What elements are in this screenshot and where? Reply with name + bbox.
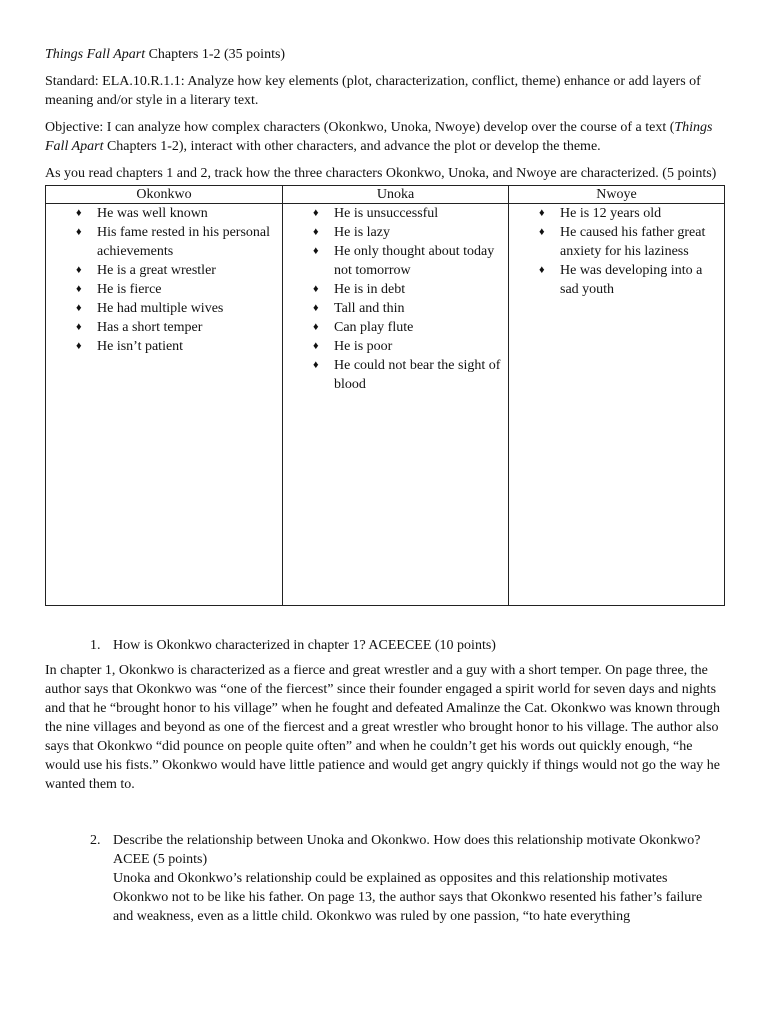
list-item <box>283 204 508 223</box>
question-2-text: Describe the relationship between Unoka and Okonkwo. How does this relationship motivate Okonkwo? ACEE (5 points) <box>113 833 701 867</box>
list-item <box>46 280 282 299</box>
diamond-bullet-icon: ♦ <box>313 226 319 238</box>
diamond-bullet-icon: ♦ <box>539 264 545 276</box>
nwoye-list <box>509 204 724 299</box>
diamond-bullet-icon: ♦ <box>313 245 319 257</box>
list-item-text: He caused his father great anxiety for his laziness <box>560 225 706 259</box>
document-page <box>45 45 725 926</box>
diamond-bullet-icon: ♦ <box>76 340 82 352</box>
list-item <box>46 261 282 280</box>
list-item-text: He is unsuccessful <box>334 206 439 221</box>
diamond-bullet-icon: ♦ <box>76 226 82 238</box>
list-item-text: He is fierce <box>97 282 162 297</box>
column-header-unoka: Unoka <box>283 186 509 204</box>
diamond-bullet-icon: ♦ <box>76 283 82 295</box>
instruction-text: As you read chapters 1 and 2, track how the three characters Okonkwo, Unoka, and Nwoye are characterized. (5 points) <box>45 166 717 181</box>
list-item <box>509 204 724 223</box>
list-item-text: Has a short temper <box>97 320 203 335</box>
objective-part2: Chapters 1-2), interact with other characters, and advance the plot or develop the theme. <box>103 139 601 154</box>
list-item <box>509 261 724 299</box>
answer-1: In chapter 1, Okonkwo is characterized as a fierce and great wrestler and a guy with a short temper. On page three, the author says that Okonkwo was “one of the fiercest” since their founder engaged a spirit world for seven days and nights and that he “brought honor to his village” when he fought and defeated Amalinze the Cat. Okonkwo was known through the nine villages and beyond as one of the fiercest and a great wrestler who brought honor to his village. The author also says that Okonkwo “did pounce on people quite often” and when he couldn’t get his words out quickly enough, “he would use his fists.” Okonkwo would have little patience and would get angry quickly if things would not go the way he wanted them to. <box>45 663 720 792</box>
list-item <box>283 299 508 318</box>
list-item-text: He is lazy <box>334 225 390 240</box>
list-item <box>46 337 282 356</box>
diamond-bullet-icon: ♦ <box>313 359 319 371</box>
list-item <box>283 242 508 280</box>
objective-book-title: Things Fall Apart <box>45 120 713 154</box>
question-2 <box>45 831 725 926</box>
column-header-okonkwo: Okonkwo <box>46 186 283 204</box>
diamond-bullet-icon: ♦ <box>313 207 319 219</box>
list-item-text: He only thought about today not tomorrow <box>334 244 495 278</box>
diamond-bullet-icon: ♦ <box>539 226 545 238</box>
title-rest: Chapters 1-2 (35 points) <box>145 47 286 62</box>
list-item <box>46 318 282 337</box>
list-item-text: He was developing into a sad youth <box>560 263 703 297</box>
column-header-nwoye: Nwoye <box>509 186 725 204</box>
list-item-text: He was well known <box>97 206 208 221</box>
diamond-bullet-icon: ♦ <box>313 340 319 352</box>
question-1 <box>45 636 725 655</box>
answer-2: Unoka and Okonkwo’s relationship could be explained as opposites and this relationship motivates Okonkwo not to be like his father. On page 13, the author says that Okonkwo resented his father’s failure and weakness, even as a little child. Okonkwo was ruled by one passion, “to hate everything <box>113 871 703 924</box>
table-body-row <box>46 204 725 606</box>
list-item <box>283 223 508 242</box>
objective-part1: Objective: I can analyze how complex characters (Okonkwo, Unoka, Nwoye) develop over the course of a text ( <box>45 120 675 135</box>
list-item-text: He is in debt <box>334 282 406 297</box>
unoka-list <box>283 204 508 394</box>
diamond-bullet-icon: ♦ <box>313 302 319 314</box>
character-table <box>45 185 725 606</box>
list-item-text: He could not bear the sight of blood <box>334 358 501 392</box>
question-1-text: How is Okonkwo characterized in chapter 1? ACEECEE (10 points) <box>113 638 496 653</box>
diamond-bullet-icon: ♦ <box>313 321 319 333</box>
question-2-number: 2. <box>90 833 101 848</box>
diamond-bullet-icon: ♦ <box>313 283 319 295</box>
diamond-bullet-icon: ♦ <box>76 207 82 219</box>
list-item-text: He isn’t patient <box>97 339 184 354</box>
assignment-title <box>45 45 725 64</box>
list-item <box>283 356 508 394</box>
table-header-row <box>46 186 725 204</box>
list-item <box>46 204 282 223</box>
list-item <box>46 223 282 261</box>
list-item-text: He is 12 years old <box>560 206 662 221</box>
list-item <box>283 318 508 337</box>
list-item-text: His fame rested in his personal achievements <box>97 225 271 259</box>
list-item <box>509 223 724 261</box>
question-1-number: 1. <box>90 638 101 653</box>
unoka-cell <box>283 204 509 606</box>
list-item <box>283 280 508 299</box>
okonkwo-list <box>46 204 282 356</box>
list-item <box>283 337 508 356</box>
list-item-text: He is poor <box>334 339 393 354</box>
list-item-text: Can play flute <box>334 320 414 335</box>
list-item-text: He is a great wrestler <box>97 263 216 278</box>
book-title: Things Fall Apart <box>45 47 146 62</box>
diamond-bullet-icon: ♦ <box>76 302 82 314</box>
nwoye-cell <box>509 204 725 606</box>
okonkwo-cell <box>46 204 283 606</box>
list-item-text: Tall and thin <box>334 301 405 316</box>
standard-text: Standard: ELA.10.R.1.1: Analyze how key elements (plot, characterization, conflict, theme) enhance or add layers of meaning and/or style in a literary text. <box>45 74 701 108</box>
objective-text <box>45 118 725 156</box>
diamond-bullet-icon: ♦ <box>76 321 82 333</box>
list-item <box>46 299 282 318</box>
diamond-bullet-icon: ♦ <box>76 264 82 276</box>
list-item-text: He had multiple wives <box>97 301 224 316</box>
diamond-bullet-icon: ♦ <box>539 207 545 219</box>
